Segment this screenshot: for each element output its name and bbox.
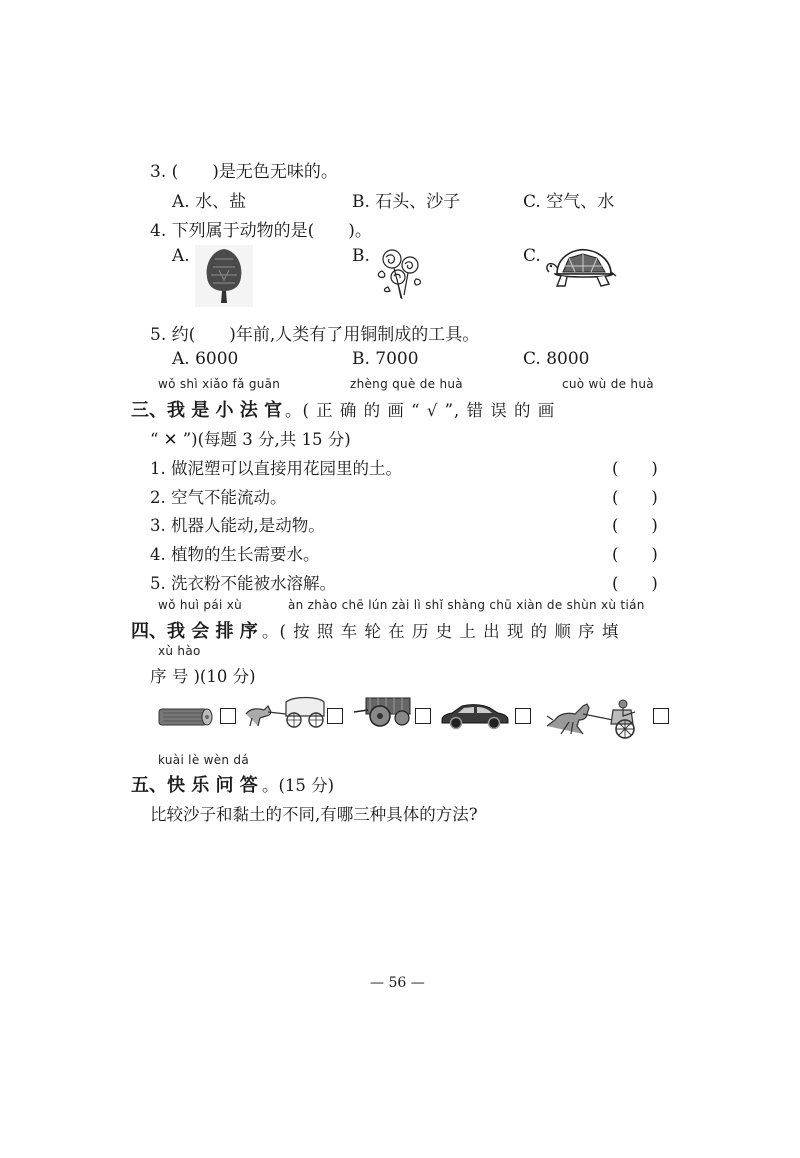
section4-instruction-pinyin-2: xù hào: [158, 644, 201, 658]
order-box-3[interactable]: [415, 708, 431, 724]
wooden-cart-image: [352, 694, 414, 728]
q3-stem: 3. ( )是无色无味的。: [150, 162, 338, 182]
tree-image: [195, 245, 253, 307]
q4-stem: 4. 下列属于动物的是( )。: [150, 221, 372, 241]
section3-item-4: 4. 植物的生长需要水。: [150, 545, 320, 564]
order-box-2[interactable]: [327, 708, 343, 724]
q3-option-a: A. 水、盐: [172, 192, 247, 212]
horse-carriage-image: [242, 696, 328, 730]
section3-item-2: 2. 空气不能流动。: [150, 488, 287, 507]
section3-title-pinyin: wǒ shì xiǎo fǎ guān: [158, 377, 281, 391]
answer-paren-2[interactable]: ( ): [612, 488, 658, 507]
section3-instruction-line2: “ ✕ ”)(每题 3 分,共 15 分): [150, 430, 351, 449]
q5-option-b: B. 7000: [352, 349, 419, 369]
section3-wrong-pinyin: cuò wù de huà: [562, 377, 654, 391]
section4-title: 四、我 会 排 序: [131, 621, 258, 642]
section3-instruction-line1: 。( 正 确 的 画 “ √ ”, 错 误 的 画: [285, 401, 556, 420]
car-image: [438, 702, 510, 730]
section4-title-pinyin: wǒ huì pái xù: [158, 598, 243, 612]
q3-option-c: C. 空气、水: [523, 192, 615, 212]
section3-item-3: 3. 机器人能动,是动物。: [150, 516, 325, 535]
section3-item-5: 5. 洗衣粉不能被水溶解。: [150, 574, 336, 593]
answer-paren-1[interactable]: ( ): [612, 459, 658, 478]
section4-instruction-pinyin: àn zhào chē lún zài lì shǐ shàng chū xiàn de shùn xù tián: [288, 598, 645, 612]
section5-score: 。(15 分): [262, 776, 335, 795]
section5-title-pinyin: kuài lè wèn dá: [158, 753, 250, 767]
q4-option-a: A.: [172, 246, 190, 266]
section3-title: 三、我 是 小 法 官: [131, 400, 283, 421]
section5-title: 五、快 乐 问 答: [131, 775, 258, 796]
page-number: — 56 —: [370, 975, 425, 991]
log-image: [157, 705, 215, 731]
answer-paren-4[interactable]: ( ): [612, 545, 658, 564]
order-box-1[interactable]: [220, 708, 236, 724]
section3-item-1: 1. 做泥塑可以直接用花园里的土。: [150, 459, 402, 478]
q4-option-c: C.: [523, 246, 541, 266]
order-box-5[interactable]: [653, 708, 669, 724]
q5-option-a: A. 6000: [172, 349, 239, 369]
section3-correct-pinyin: zhèng què de huà: [350, 377, 463, 391]
q3-option-b: B. 石头、沙子: [352, 192, 461, 212]
q4-option-b: B.: [352, 246, 370, 266]
answer-paren-5[interactable]: ( ): [612, 574, 658, 593]
answer-paren-3[interactable]: ( ): [612, 516, 658, 535]
section4-instruction-line1: 。( 按 照 车 轮 在 历 史 上 出 现 的 顺 序 填: [262, 622, 620, 641]
rose-image: [372, 243, 428, 301]
q5-option-c: C. 8000: [523, 349, 590, 369]
turtle-image: [545, 244, 617, 290]
q5-stem: 5. 约( )年前,人类有了用铜制成的工具。: [150, 325, 480, 345]
order-box-4[interactable]: [515, 708, 531, 724]
section5-question: 比较沙子和黏土的不同,有哪三种具体的方法?: [150, 805, 478, 824]
section4-instruction-line2: 序 号 )(10 分): [150, 667, 256, 686]
chariot-image: [543, 696, 651, 740]
